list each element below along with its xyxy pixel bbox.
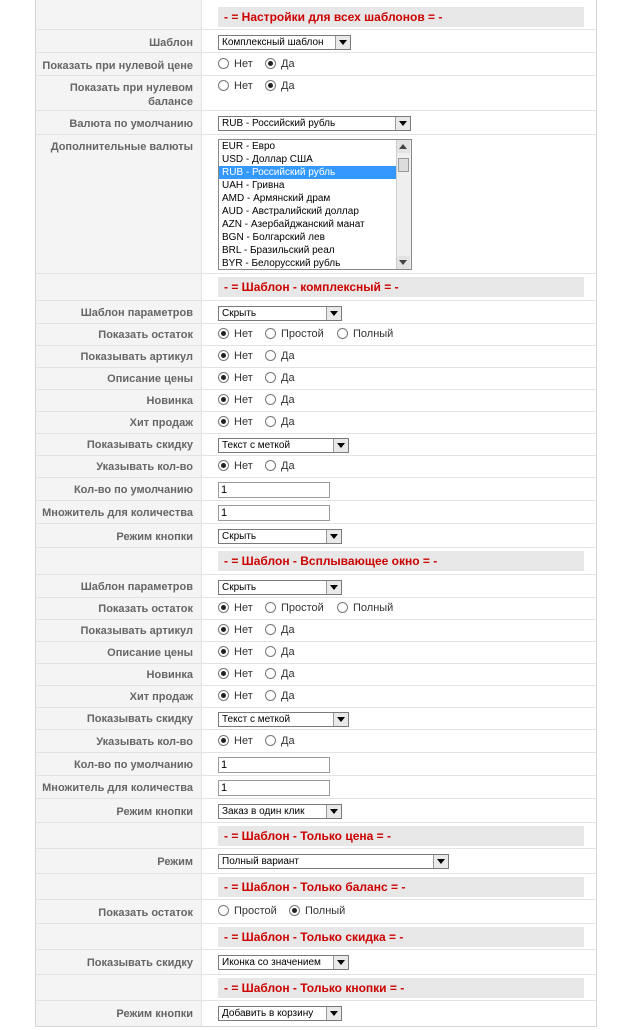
params-template-label: Шаблон параметров: [80, 307, 193, 319]
currency-option[interactable]: USD - Доллар США: [222, 154, 313, 165]
section-header-popup: - = Шаблон - Всплывающее окно = -: [218, 551, 584, 571]
complex-multiplier-input[interactable]: 1: [218, 505, 330, 521]
complex-price-desc-no-radio[interactable]: Нет: [218, 372, 253, 386]
popup-price-desc-yes-radio[interactable]: Да: [265, 646, 295, 660]
row-popup-multiplier: [36, 776, 596, 799]
bestseller-label: Хит продаж: [129, 691, 193, 703]
chevron-down-icon: [326, 530, 341, 543]
row-complex-button-mode: [36, 524, 596, 548]
popup-bestseller-no-radio[interactable]: Нет: [218, 690, 253, 704]
chevron-down-icon: [326, 581, 341, 594]
section-header-complex: - = Шаблон - комплексный = -: [218, 277, 584, 297]
complex-default-qty-input[interactable]: 1: [218, 482, 330, 498]
popup-price-desc-no-radio[interactable]: Нет: [218, 646, 253, 660]
currency-option-selected[interactable]: RUB - Российский рубль: [219, 166, 411, 179]
chevron-down-icon: [433, 855, 448, 868]
row-price-mode: [36, 849, 596, 874]
row-popup-novelty: [36, 664, 596, 686]
section-header-price-only: - = Шаблон - Только цена = -: [218, 826, 584, 846]
complex-bestseller-no-radio[interactable]: Нет: [218, 416, 253, 430]
row-popup-params: [36, 575, 596, 598]
show-discount-label: Показывать скидку: [86, 713, 193, 725]
row-complex-sku: [36, 346, 596, 368]
show-stock-label: Показать остаток: [98, 603, 193, 615]
price-desc-label: Описание цены: [107, 373, 193, 385]
section-row-balance-only: [36, 874, 596, 900]
default-qty-label: Кол-во по умолчанию: [73, 759, 193, 771]
complex-stock-simple-radio[interactable]: Простой: [265, 328, 324, 342]
popup-sku-yes-radio[interactable]: Да: [265, 624, 295, 638]
row-discount-only: [36, 950, 596, 975]
discount-only-select[interactable]: Иконка со значением: [218, 955, 349, 970]
qty-multiplier-label: Множитель для количества: [42, 507, 193, 519]
currency-select[interactable]: RUB - Российский рубль: [218, 116, 411, 131]
extra-currencies-listbox[interactable]: [218, 139, 412, 270]
currency-option[interactable]: AUD - Австралийский доллар: [222, 206, 359, 217]
button-mode-label: Режим кнопки: [116, 531, 193, 543]
section-row-price-only: [36, 823, 596, 849]
price-mode-select[interactable]: Полный вариант: [218, 854, 449, 869]
row-template: [36, 30, 596, 53]
scroll-up-icon[interactable]: [397, 140, 410, 153]
qty-multiplier-label: Множитель для количества: [42, 782, 193, 794]
section-header-discount-only: - = Шаблон - Только скидка = -: [218, 927, 584, 947]
section-header-buttons-only: - = Шаблон - Только кнопки = -: [218, 978, 584, 998]
row-popup-default-qty: [36, 753, 596, 776]
currency-option[interactable]: BRL - Бразильский реал: [222, 245, 335, 256]
complex-novelty-yes-radio[interactable]: Да: [265, 394, 295, 408]
row-popup-price-desc: [36, 642, 596, 664]
show-discount-label: Показывать скидку: [86, 439, 193, 451]
complex-params-select[interactable]: Скрыть: [218, 306, 342, 321]
row-popup-qty: [36, 730, 596, 753]
currency-option[interactable]: BGN - Болгарский лев: [222, 232, 325, 243]
popup-novelty-yes-radio[interactable]: Да: [265, 668, 295, 682]
popup-qty-no-radio[interactable]: Нет: [218, 735, 253, 749]
row-complex-qty: [36, 456, 596, 478]
extra-currencies-label: Дополнительные валюты: [50, 141, 193, 153]
row-complex-bestseller: [36, 412, 596, 434]
row-popup-bestseller: [36, 686, 596, 708]
zero-price-no-radio[interactable]: Нет: [218, 58, 253, 72]
row-balance-stock: [36, 900, 596, 924]
row-popup-discount: [36, 708, 596, 730]
popup-multiplier-input[interactable]: 1: [218, 780, 330, 796]
row-currency: [36, 111, 596, 135]
popup-button-mode-select[interactable]: Заказ в один клик: [218, 804, 342, 819]
show-stock-label: Показать остаток: [98, 329, 193, 341]
zero-balance-yes-radio[interactable]: Да: [265, 80, 295, 94]
currency-option[interactable]: AMD - Армянский драм: [222, 193, 331, 204]
mode-label: Режим: [157, 856, 193, 868]
specify-qty-label: Указывать кол-во: [96, 736, 193, 748]
row-popup-stock: [36, 598, 596, 620]
zero-balance-label-line2: балансе: [148, 96, 193, 108]
section-header-balance-only: - = Шаблон - Только баланс = -: [218, 877, 584, 897]
row-complex-stock: [36, 324, 596, 346]
currency-option[interactable]: AZN - Азербайджанский манат: [222, 219, 365, 230]
complex-button-mode-select[interactable]: Скрыть: [218, 529, 342, 544]
popup-sku-no-radio[interactable]: Нет: [218, 624, 253, 638]
params-template-label: Шаблон параметров: [80, 581, 193, 593]
section-row-discount-only: [36, 924, 596, 950]
balance-stock-simple-radio[interactable]: Простой: [218, 905, 277, 919]
row-complex-discount: [36, 434, 596, 456]
row-buttons-mode: [36, 1001, 596, 1026]
row-popup-button-mode: [36, 799, 596, 823]
show-stock-label: Показать остаток: [98, 907, 193, 919]
row-zero-price: [36, 53, 596, 76]
complex-bestseller-yes-radio[interactable]: Да: [265, 416, 295, 430]
template-select[interactable]: Комплексный шаблон: [218, 35, 351, 50]
currency-option[interactable]: BYR - Белорусский рубль: [222, 258, 341, 269]
complex-qty-yes-radio[interactable]: Да: [265, 460, 295, 474]
section-row-popup: [36, 548, 596, 575]
scroll-down-icon[interactable]: [397, 256, 410, 269]
section-row-buttons-only: [36, 975, 596, 1001]
popup-bestseller-yes-radio[interactable]: Да: [265, 690, 295, 704]
chevron-down-icon: [333, 956, 348, 969]
chevron-down-icon: [326, 307, 341, 320]
row-complex-params: [36, 301, 596, 324]
show-sku-label: Показывать артикул: [80, 625, 193, 637]
row-complex-price-desc: [36, 368, 596, 390]
listbox-scrollbar[interactable]: [396, 140, 411, 269]
complex-qty-no-radio[interactable]: Нет: [218, 460, 253, 474]
row-zero-balance: [36, 76, 596, 111]
button-mode-label: Режим кнопки: [116, 1008, 193, 1020]
currency-label: Валюта по умолчанию: [69, 118, 193, 130]
chevron-down-icon: [326, 805, 341, 818]
show-sku-label: Показывать артикул: [80, 351, 193, 363]
complex-novelty-no-radio[interactable]: Нет: [218, 394, 253, 408]
row-complex-default-qty: [36, 478, 596, 501]
settings-panel: [35, 0, 597, 1027]
complex-sku-yes-radio[interactable]: Да: [265, 350, 295, 364]
zero-balance-label-line1: Показать при нулевом: [69, 82, 193, 94]
complex-discount-select[interactable]: Текст с меткой: [218, 438, 349, 453]
chevron-down-icon: [333, 713, 348, 726]
popup-stock-full-radio[interactable]: Полный: [337, 602, 393, 616]
complex-sku-no-radio[interactable]: Нет: [218, 350, 253, 364]
section-row-all: [36, 0, 596, 30]
popup-novelty-no-radio[interactable]: Нет: [218, 668, 253, 682]
default-qty-label: Кол-во по умолчанию: [73, 484, 193, 496]
section-row-complex: [36, 274, 596, 301]
complex-stock-full-radio[interactable]: Полный: [337, 328, 393, 342]
price-desc-label: Описание цены: [107, 647, 193, 659]
popup-default-qty-input[interactable]: 1: [218, 757, 330, 773]
popup-stock-no-radio[interactable]: Нет: [218, 602, 253, 616]
balance-stock-full-radio[interactable]: Полный: [289, 905, 345, 919]
novelty-label: Новинка: [146, 395, 193, 407]
row-complex-multiplier: [36, 501, 596, 524]
template-label: Шаблон: [149, 37, 193, 49]
novelty-label: Новинка: [146, 669, 193, 681]
popup-params-select[interactable]: Скрыть: [218, 580, 342, 595]
show-discount-label: Показывать скидку: [86, 957, 193, 969]
chevron-down-icon: [333, 439, 348, 452]
popup-discount-select[interactable]: Текст с меткой: [218, 712, 349, 727]
popup-stock-simple-radio[interactable]: Простой: [265, 602, 324, 616]
button-mode-label: Режим кнопки: [116, 806, 193, 818]
row-popup-sku: [36, 620, 596, 642]
currency-option[interactable]: EUR - Евро: [222, 141, 276, 152]
specify-qty-label: Указывать кол-во: [96, 461, 193, 473]
currency-option[interactable]: UAH - Гривна: [222, 180, 285, 191]
chevron-down-icon: [335, 36, 350, 49]
chevron-down-icon: [395, 117, 410, 130]
complex-price-desc-yes-radio[interactable]: Да: [265, 372, 295, 386]
section-header-all: - = Настройки для всех шаблонов = -: [218, 7, 584, 27]
buttons-mode-select[interactable]: Добавить в корзину: [218, 1006, 342, 1021]
row-complex-novelty: [36, 390, 596, 412]
bestseller-label: Хит продаж: [129, 417, 193, 429]
scroll-thumb[interactable]: [398, 158, 409, 172]
zero-price-yes-radio[interactable]: Да: [265, 58, 295, 72]
zero-price-label: Показать при нулевой цене: [42, 60, 193, 72]
popup-qty-yes-radio[interactable]: Да: [265, 735, 295, 749]
zero-balance-no-radio[interactable]: Нет: [218, 80, 253, 94]
chevron-down-icon: [326, 1007, 341, 1020]
complex-stock-no-radio[interactable]: Нет: [218, 328, 253, 342]
